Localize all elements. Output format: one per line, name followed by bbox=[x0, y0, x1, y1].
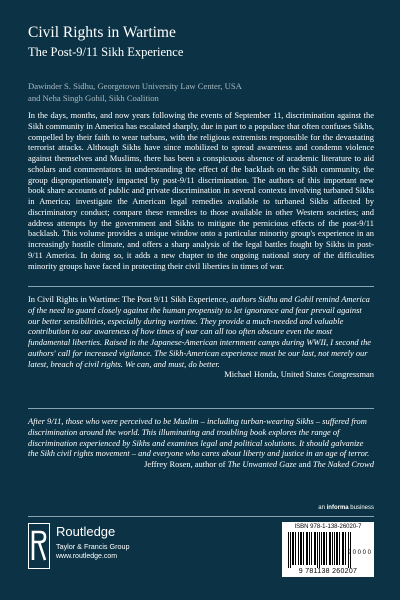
reviewer-prefix: Jeffrey Rosen, author of bbox=[144, 459, 228, 469]
review-honda bbox=[28, 294, 374, 380]
informa-business-tag bbox=[318, 505, 374, 511]
isbn-barcode bbox=[282, 522, 374, 577]
publisher-group: Taylor & Francis Group bbox=[56, 542, 130, 551]
informa-prefix: an bbox=[318, 505, 327, 511]
publisher-name: Routledge bbox=[56, 524, 116, 539]
divider bbox=[28, 408, 374, 409]
review-quote-text: authors Sidhu and Gohil remind America of the need to guard closely against the human propensity to let ignorance and fear prevail against our better sensibilities, especially during wartime. They provide a much-needed and valuable contribution to our awareness of how times of war can all too often obscure even the most fundamental liberties. Raised in the Japanese-American internment camps during WWII, I second the authors' call for increased vigilance. The Sikh-American experience must be our last, not merely our latest, breach of civil rights. We can, and must, do better. bbox=[28, 294, 372, 369]
authors-line-2: and Neha Singh Gohil, Sikh Coalition bbox=[28, 93, 159, 103]
informa-suffix: business bbox=[348, 505, 374, 511]
book-description: In the days, months, and now years following the events of September 11, discrimination against the Sikh community in America has escalated sharply, due in part to a populace that often confuses Sikhs, compelled by their faith to wear turbans, with the religious extremists responsible for the devastating terrorist attacks. Although Sikhs have since mobilized to spread awareness and condemn violence against themselves and Muslims, there has been a conspicuous absence of academic literature to aid scholars and commentators in understanding the effect of the backlash on the Sikh community, the group disproportionately impacted by post-9/11 discrimination. The authors of this important new book share accounts of public and private discrimination in several contexts involving turbaned Sikhs in America; investigate the American legal remedies available to turbaned Sikhs affected by discriminatory conduct; compare these remedies to those available in other Western societies; and address attempts by the government and Sikhs to mitigate the pernicious effects of the post-9/11 backlash. This volume provides a unique window onto a particular minority group's experience in an increasingly hostile climate, and offers a sharp analysis of the legal battles fought by Sikhs in post-9/11 America. In doing so, it adds a new chapter to the ongoing national story of the difficulties minority groups have faced in protecting their civil liberties in times of war. bbox=[28, 110, 374, 271]
review-quote-book-title: Civil Rights in Wartime: The Post 9/11 Sikh Experience, bbox=[37, 294, 229, 304]
barcode-digits: 9 781138 260207 bbox=[298, 568, 358, 575]
publisher-url: www.routledge.com bbox=[56, 553, 118, 560]
publisher-logo bbox=[28, 523, 228, 573]
reviewer-book-2: The Naked Crowd bbox=[312, 459, 374, 469]
cover-header bbox=[28, 24, 378, 60]
review-rosen bbox=[28, 416, 374, 470]
review-quote bbox=[28, 294, 374, 369]
reviewer-name bbox=[28, 459, 374, 470]
reviewer-name: Michael Honda, United States Congressman bbox=[224, 369, 374, 380]
informa-word: informa bbox=[326, 505, 349, 511]
isbn-text: ISBN 978-1-138-26020-7 bbox=[294, 524, 362, 530]
review-quote-prefix: In bbox=[28, 294, 38, 304]
authors-line-1: Dawinder S. Sidhu, Georgetown University Law Center, USA bbox=[28, 81, 242, 91]
routledge-r-glyph bbox=[29, 524, 49, 568]
book-subtitle: The Post-9/11 Sikh Experience bbox=[28, 45, 184, 59]
barcode-price-code: 9 0 0 0 0 bbox=[347, 550, 371, 556]
footer-divider bbox=[28, 516, 374, 517]
divider bbox=[28, 286, 374, 287]
reviewer-and: and bbox=[296, 459, 313, 469]
authors-block bbox=[28, 80, 378, 104]
routledge-r-icon bbox=[28, 523, 50, 569]
book-title: Civil Rights in Wartime bbox=[28, 24, 176, 41]
reviewer-book-1: The Unwanted Gaze bbox=[227, 459, 297, 469]
barcode-bars-icon bbox=[288, 532, 352, 568]
review-quote-text: After 9/11, those who were perceived to be Muslim – including turban-wearing Sikhs – suffered from discrimination around the world. This illuminating and troubling book explores the range of discrimination experienced by Sikhs and examines legal and political solutions. It should galvanize the Sikh civil rights movement – and everyone who cares about liberty and justice in an age of terror. bbox=[28, 416, 370, 459]
